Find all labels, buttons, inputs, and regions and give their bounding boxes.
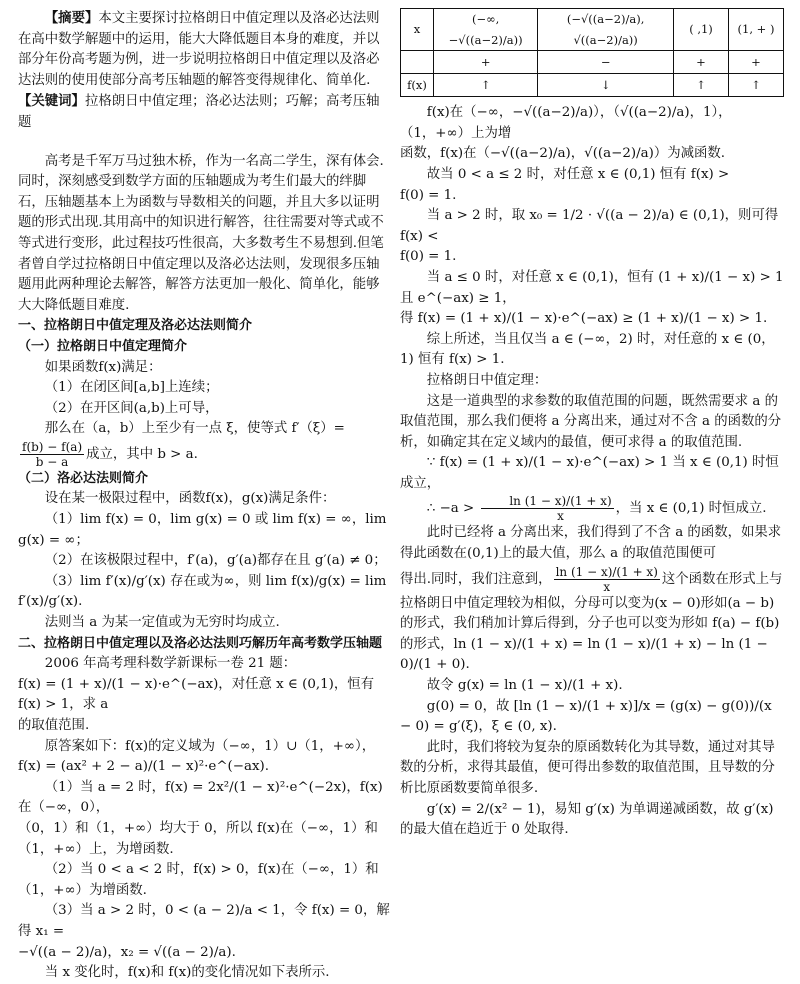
table-row: [401, 74, 784, 97]
lagrange-line-5: [18, 440, 392, 469]
lhopital-line-1: 设在某一极限过程中，函数f(x)，g(x)满足条件：: [44, 491, 336, 507]
right-line-18: 此时，我们将较为复杂的原函数转化为其导数，通过对其导数的分析，求得其最值，便可得出参数的取值范围，且导数的分析比原函数要简单很多.: [400, 739, 775, 796]
right-line-4: f(0) = 1.: [400, 187, 457, 203]
answer-line-6: （3）当 a > 2 时，0 < (a − 2)/a < 1，令 f(x) = 0，解得 x₁ =: [18, 903, 390, 939]
table-cell: (1, + ): [729, 9, 784, 51]
right-line-5: 当 a > 2 时，取 x₀ = 1/2 · √((a − 2)/a) ∈ (0,1)，则可得 f(x) <: [400, 208, 779, 244]
lagrange-fraction-numerator: f(b) − f(a): [22, 439, 83, 454]
question-line-2: f(x) = (1 + x)/(1 − x)·e^(−ax)，对任意 x ∈ (0,1)，恒有 f(x) > 1，求 a: [18, 676, 375, 713]
answer-line-2: f(x) = (ax² + 2 − a)/(1 − x)²·e^(−ax).: [18, 759, 270, 775]
lagrange-line-4: 那么在（a，b）上至少有一点 ξ，使等式 f′（ξ）=: [44, 421, 345, 437]
table-cell: ↑: [434, 74, 538, 97]
answer-line-1: 原答案如下：f(x)的定义域为（−∞，1）∪（1，+∞），: [44, 738, 376, 754]
section-1-2-heading: （二）洛必达法则简介: [18, 470, 149, 486]
right-line-9: 综上所述，当且仅当 a ∈ (−∞，2) 时，对任意的 x ∈ (0，1) 恒有 f(x) > 1.: [400, 331, 775, 368]
right-line-17: g(0) = 0，故 [ln (1 − x)/(1 + x)]/x = (g(x) − g(0))/(x − 0) = g′(ξ)，ξ ∈ (0, x).: [400, 698, 772, 735]
abstract-text: 本文主要探讨拉格朗日中值定理以及洛必达法则在高中数学解题中的运用，能大大降低题目本身的难度，并以部分年份高考题为例，进一步说明拉格朗日中值定理以及洛必达法则的使用使部分高考压轴题的解答变得规律化、简单化.: [18, 11, 380, 88]
lagrange-conclusion: 成立，其中 b > a.: [86, 446, 198, 462]
table-cell: −: [538, 51, 674, 74]
lhopital-line-5: 法则当 a 为某一定值或为无穷时均成立.: [44, 615, 280, 631]
lhopital-line-2: （1）lim f(x) = 0，lim g(x) = 0 或 lim f(x) = ∞，lim g(x) = ∞；: [18, 512, 387, 548]
lagrange-line-2: （1）在闭区间[a,b]上连续；: [44, 380, 219, 396]
table-cell: (−∞, −√((a−2)/a)): [434, 9, 538, 51]
r13-fraction-denominator: x: [557, 509, 564, 524]
lagrange-fraction-denominator: b − a: [35, 454, 69, 469]
section-1-1-heading: （一）拉格朗日中值定理简介: [18, 338, 188, 354]
answer-line-8: 当 x 变化时，f(x)和 f(x)的变化情况如下表所示.: [44, 965, 330, 981]
abstract: [18, 8, 392, 91]
right-line-1: f(x)在（−∞，−√((a−2)/a)），（√((a−2)/a)，1），（1，+∞）上为增: [400, 105, 732, 141]
table-row: [401, 9, 784, 51]
r13-suffix: ，当 x ∈ (0,1) 时恒成立.: [615, 501, 767, 517]
right-line-10: 拉格朗日中值定理：: [426, 372, 548, 388]
right-line-3: 故当 0 < a ≤ 2 时，对任意 x ∈ (0,1) 恒有 f(x) >: [426, 166, 730, 182]
r15-suffix: 这个函数在形式上与拉格朗日中值定理较为相似，分母可以变为(x − 0)形如(a − b)的形式，我们稍加计算后得到，分子也可以变为形如 f(a) − f(b)的形式，ln (1 − x)/(1 + x) = ln (1 − x)/(1 + x) − ln (1 − 0)/(1 + 0).: [400, 571, 783, 673]
lagrange-line-1: 如果函数f(x)满足：: [44, 359, 162, 375]
table-cell: ↑: [674, 74, 729, 97]
answer-line-3: （1）当 a = 2 时，f(x) = 2x²/(1 − x)²·e^(−2x)，f(x)在（−∞，0），: [18, 779, 383, 816]
question-line-1: 2006 年高考理科数学新课标一卷 21 题：: [44, 656, 297, 672]
right-line-16: 故令 g(x) = ln (1 − x)/(1 + x).: [426, 678, 623, 694]
lhopital-line-4: （3）lim f′(x)/g′(x) 存在或为∞，则 lim f(x)/g(x) = lim f′(x)/g′(x).: [18, 573, 387, 610]
section-2-heading: 二、拉格朗日中值定理以及洛必达法则巧解历年高考数学压轴题: [18, 635, 383, 651]
abstract-tag: 【摘要】: [44, 10, 99, 26]
table-row: [401, 51, 784, 74]
right-line-2: 函数，f(x)在（−√((a−2)/a)，√((a−2)/a)）为减函数.: [400, 146, 726, 162]
keywords-tag: 【关键词】: [18, 93, 85, 110]
variation-table: [400, 8, 784, 97]
r15-fraction-denominator: x: [603, 579, 611, 594]
r13-prefix: ∴ −a >: [426, 501, 475, 517]
lagrange-line-3: （2）在开区间(a,b)上可导，: [44, 400, 219, 416]
table-cell: x: [401, 9, 434, 51]
table-cell: f(x): [401, 74, 434, 97]
r15-fraction-numerator: ln (1 − x)/(1 + x): [555, 564, 658, 579]
table-cell: ↓: [538, 74, 674, 97]
r15-fraction: [554, 565, 660, 594]
keywords: [18, 91, 392, 133]
table-cell: +: [434, 51, 538, 74]
right-line-13: [400, 494, 784, 523]
right-line-11: 这是一道典型的求参数的取值范围的问题，既然需要求 a 的取值范围，那么我们便将 a 分离出来，通过对不含 a 的函数的分析，如确定其在定义域内的最值，便可求得 a 的取值范围.: [400, 393, 782, 450]
keywords-text: 拉格朗日中值定理；洛必达法则；巧解；高考压轴题: [18, 94, 380, 130]
answer-line-4: （0，1）和（1，+∞）均大于 0，所以 f(x)在（−∞，1）和（1，+∞）上，为增函数.: [18, 820, 378, 857]
r15-prefix: 得出.同时，我们注意到，: [400, 571, 552, 587]
r13-fraction: [481, 494, 614, 523]
r13-fraction-numerator: ln (1 − x)/(1 + x): [481, 494, 614, 509]
answer-line-5: （2）当 0 < a < 2 时，f(x) > 0，f(x)在（−∞，1）和（1，+∞）为增函数.: [18, 862, 379, 898]
answer-line-7: −√((a − 2)/a)，x₂ = √((a − 2)/a).: [18, 944, 236, 960]
table-cell: ↑: [729, 74, 784, 97]
section-1-heading: 一、拉格朗日中值定理及洛必达法则简介: [18, 318, 253, 334]
left-column: [18, 8, 392, 984]
right-line-19: g′(x) = 2/(x² − 1)，易知 g′(x) 为单调递减函数，故 g′(x) 的最大值在趋近于 0 处取得.: [400, 801, 774, 838]
right-column: [400, 8, 784, 841]
table-cell: (−√((a−2)/a), √((a−2)/a)): [538, 9, 674, 51]
right-line-6: f(0) = 1.: [400, 249, 457, 265]
question-line-3: 的取值范围.: [18, 718, 90, 733]
lhopital-line-3: （2）在该极限过程中，f′(a)，g′(a)都存在且 g′(a) ≠ 0；: [44, 553, 387, 569]
table-cell: [401, 51, 434, 74]
right-line-7: 当 a ≤ 0 时，对任意 x ∈ (0,1)，恒有 (1 + x)/(1 − x) > 1 且 e^(−ax) ≥ 1，: [400, 269, 784, 306]
right-line-8: 得 f(x) = (1 + x)/(1 − x)·e^(−ax) ≥ (1 + x)/(1 − x) > 1.: [400, 311, 768, 327]
table-cell: +: [674, 51, 729, 74]
table-cell: +: [729, 51, 784, 74]
intro-paragraph: 高考是千军万马过独木桥，作为一名高二学生，深有体会.同时，深刻感受到数学方面的压轴题成为考生们最大的绊脚石，压轴题基本上为函数与导数相关的问题，并且大多以证明题的形式出现.其用高中的知识进行解答，往往需要对等式或不等式进行变形，此过程技巧性很高，大多数考生不易想到.但笔者曾自学过拉格朗日中值定理以及洛必达法则，发现很多压轴题用此两种理论去解答，解答方法更加一般化、简单化，能够大大降低题目难度.: [18, 153, 384, 313]
right-line-15: [400, 565, 784, 676]
table-cell: ( ,1): [674, 9, 729, 51]
lagrange-fraction: [20, 440, 84, 469]
right-line-14: 此时已经将 a 分离出来，我们得到了不含 a 的函数，如果求得此函数在(0,1)上的最大值，那么 a 的取值范围便可: [400, 525, 782, 562]
right-line-12: ∵ f(x) = (1 + x)/(1 − x)·e^(−ax) > 1 当 x ∈ (0,1) 时恒成立，: [400, 455, 779, 491]
